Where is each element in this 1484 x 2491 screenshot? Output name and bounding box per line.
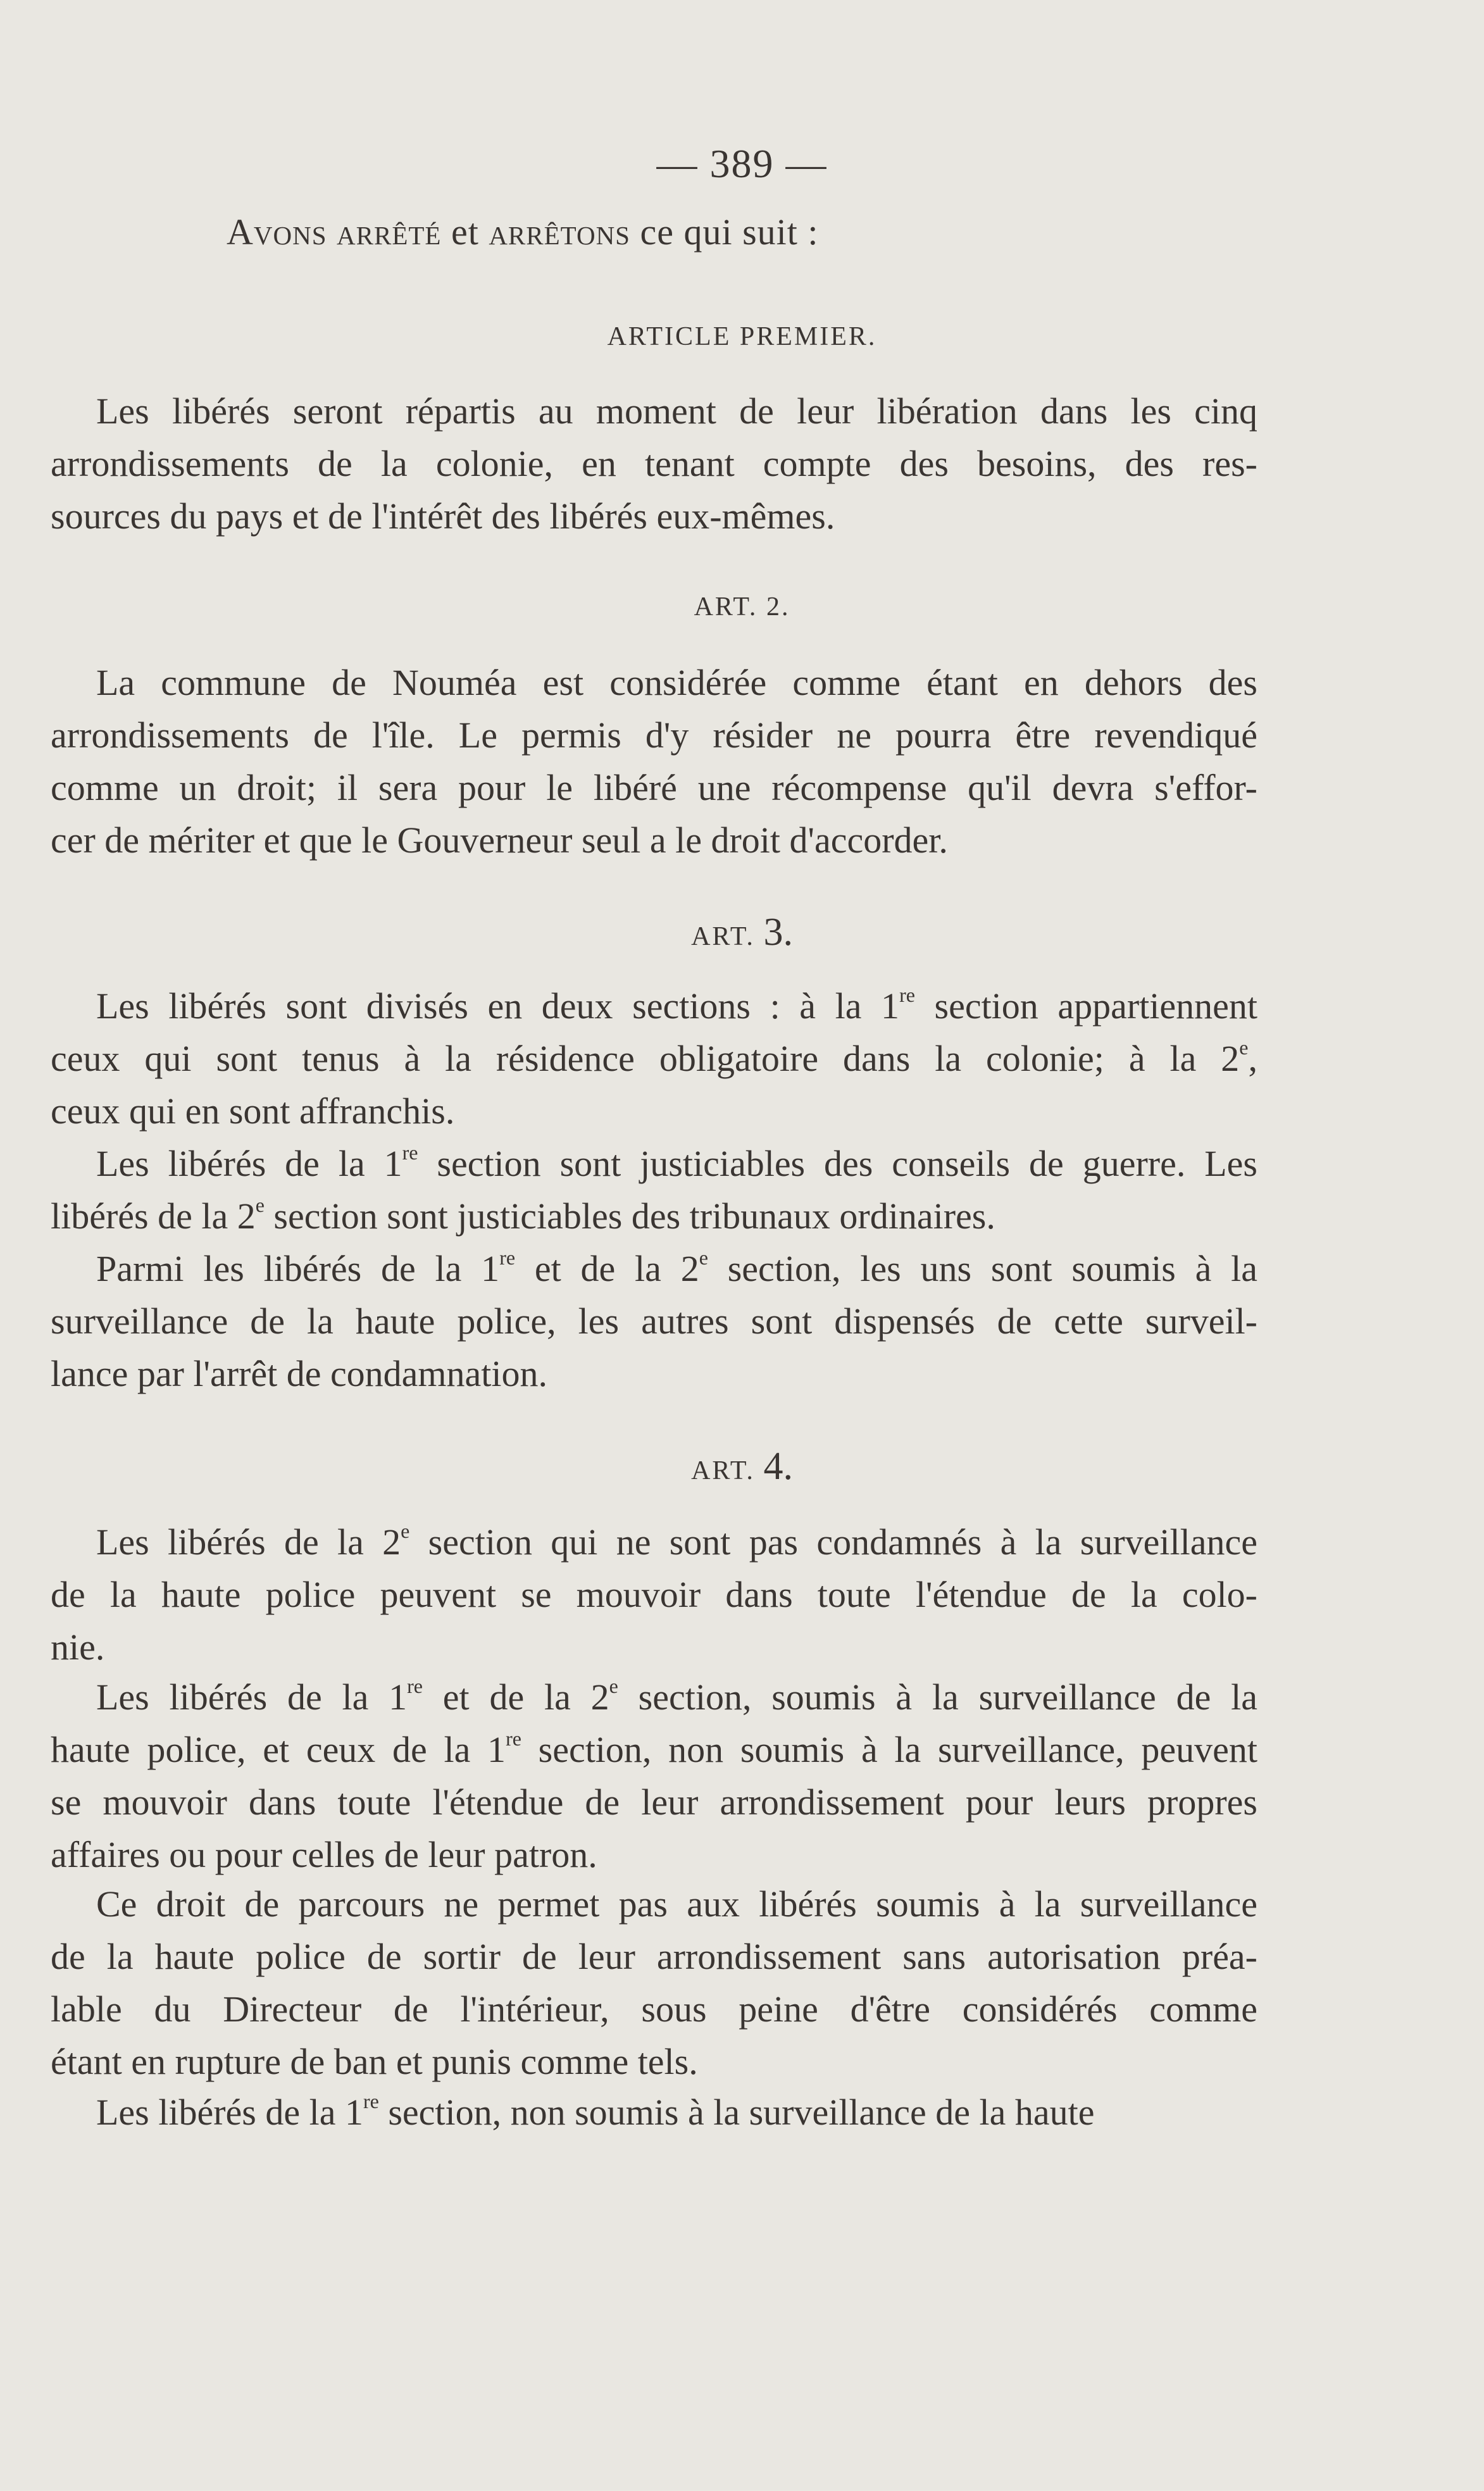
article-heading-prefix: ART. [691, 1456, 755, 1485]
text-line: arrondissements de la colonie, en tenant compte des besoins, des res- [51, 443, 1257, 484]
text-run: Les libérés de la 1 [96, 2092, 363, 2133]
ordinal-suffix: re [506, 1727, 521, 1750]
article-heading-number: 3. [763, 911, 793, 954]
article-paragraph [51, 1516, 1257, 1673]
ordinal-suffix: e [609, 1675, 618, 1697]
text-line [51, 1242, 1257, 1295]
article-paragraph [51, 1878, 1257, 2088]
article-heading [0, 910, 1484, 955]
text-run: et de la 2 [515, 1248, 699, 1289]
text-line: comme un droit; il sera pour le libéré une récompense qu'il devra s'effor- [51, 767, 1257, 808]
text-run: section sont justiciables des tribunaux ordinaires. [264, 1196, 995, 1237]
text-run: libérés de la 2 [51, 1196, 256, 1237]
article-paragraph [51, 1137, 1257, 1242]
text-line [51, 1671, 1257, 1723]
ordinal-suffix: e [699, 1246, 708, 1269]
text-line [51, 1516, 1257, 1568]
text-line: étant en rupture de ban et punis comme tels. [51, 2041, 698, 2082]
article-heading [0, 592, 1484, 622]
text-run: Les libérés de la 1 [96, 1143, 402, 1184]
text-run: Les libérés de la 2 [96, 1521, 401, 1563]
ordinal-suffix: e [401, 1520, 410, 1542]
article-heading-number: 4. [763, 1445, 793, 1488]
text-line [51, 2086, 1257, 2138]
ordinal-suffix: re [402, 1141, 418, 1164]
text-line: se mouvoir dans toute l'étendue de leur arrondissement pour leurs propres [51, 1782, 1257, 1823]
text-line: sources du pays et de l'intérêt des libérés eux-mêmes. [51, 496, 835, 537]
text-run: section, non soumis à la surveillance, peuvent [521, 1729, 1257, 1770]
article-paragraph [51, 385, 1257, 542]
text-run: section, soumis à la surveillance de la [618, 1676, 1257, 1718]
decree-avons: Avons [227, 211, 327, 253]
text-line: de la haute police de sortir de leur arrondissement sans autorisation préa- [51, 1936, 1257, 1977]
text-line: La commune de Nouméa est considérée comme étant en dehors des [96, 662, 1257, 703]
decree-formula [227, 211, 819, 253]
article-paragraph [51, 656, 1257, 866]
ordinal-suffix: re [407, 1675, 423, 1697]
text-run: Parmi les libérés de la 1 [96, 1248, 500, 1289]
text-line: lance par l'arrêt de condamnation. [51, 1353, 548, 1394]
text-line: Ce droit de parcours ne permet pas aux libérés soumis à la surveillance [96, 1883, 1257, 1925]
text-line: ceux qui en sont affranchis. [51, 1090, 455, 1132]
ordinal-suffix: re [899, 983, 915, 1006]
decree-arrete: arrêté [337, 211, 442, 253]
text-run: section, non soumis à la surveillance de la haute [378, 2092, 1095, 2133]
text-run: section qui ne sont pas condamnés à la surveillance [409, 1521, 1257, 1563]
text-run: section appartiennent [914, 985, 1258, 1027]
text-line [51, 1723, 1257, 1776]
article-paragraph [51, 1242, 1257, 1400]
decree-et: et [451, 211, 479, 253]
text-run: , [1248, 1038, 1257, 1079]
article-paragraph [51, 980, 1257, 1137]
article-heading-prefix: ART. [691, 922, 755, 951]
text-run: et de la 2 [423, 1676, 609, 1718]
text-line: surveillance de la haute police, les autres sont dispensés de cette surveil- [51, 1301, 1257, 1342]
page-number: — 389 — [656, 141, 828, 186]
article-heading: ARTICLE PREMIER. [607, 322, 877, 351]
ordinal-suffix: re [363, 2090, 379, 2113]
article-paragraph [51, 2086, 1257, 2138]
decree-arretons: arrêtons [489, 211, 630, 253]
text-line [51, 1137, 1257, 1190]
article-paragraph [51, 1671, 1257, 1881]
text-line: nie. [51, 1626, 105, 1668]
text-line: Les libérés seront répartis au moment de leur libération dans les cinq [96, 390, 1257, 432]
text-line [51, 980, 1257, 1032]
article-heading-prefix: ART. [694, 592, 758, 621]
text-line [51, 1190, 1257, 1242]
decree-rest: ce qui suit : [640, 211, 819, 253]
text-line: lable du Directeur de l'intérieur, sous peine d'être considérés comme [51, 1988, 1257, 2030]
ordinal-suffix: e [255, 1194, 265, 1216]
text-line: arrondissements de l'île. Le permis d'y résider ne pourra être revendiqué [51, 715, 1257, 756]
text-run: section sont justiciables des conseils de guerre. Les [418, 1143, 1257, 1184]
article-heading-number: 2. [766, 592, 790, 621]
text-line: de la haute police peuvent se mouvoir dans toute l'étendue de la colo- [51, 1574, 1257, 1615]
article-heading [0, 1444, 1484, 1489]
text-line: affaires ou pour celles de leur patron. [51, 1834, 597, 1875]
text-run: haute police, et ceux de la 1 [51, 1729, 506, 1770]
text-line: cer de mériter et que le Gouverneur seul a le droit d'accorder. [51, 820, 948, 861]
text-run: Les libérés de la 1 [96, 1676, 408, 1718]
ordinal-suffix: re [499, 1246, 516, 1269]
text-run: Les libérés sont divisés en deux sections : à la 1 [96, 985, 900, 1027]
ordinal-suffix: e [1239, 1036, 1249, 1059]
text-line [51, 1032, 1257, 1085]
text-run: section, les uns sont soumis à la [708, 1248, 1257, 1289]
text-run: ceux qui sont tenus à la résidence obligatoire dans la colonie; à la 2 [51, 1038, 1240, 1079]
